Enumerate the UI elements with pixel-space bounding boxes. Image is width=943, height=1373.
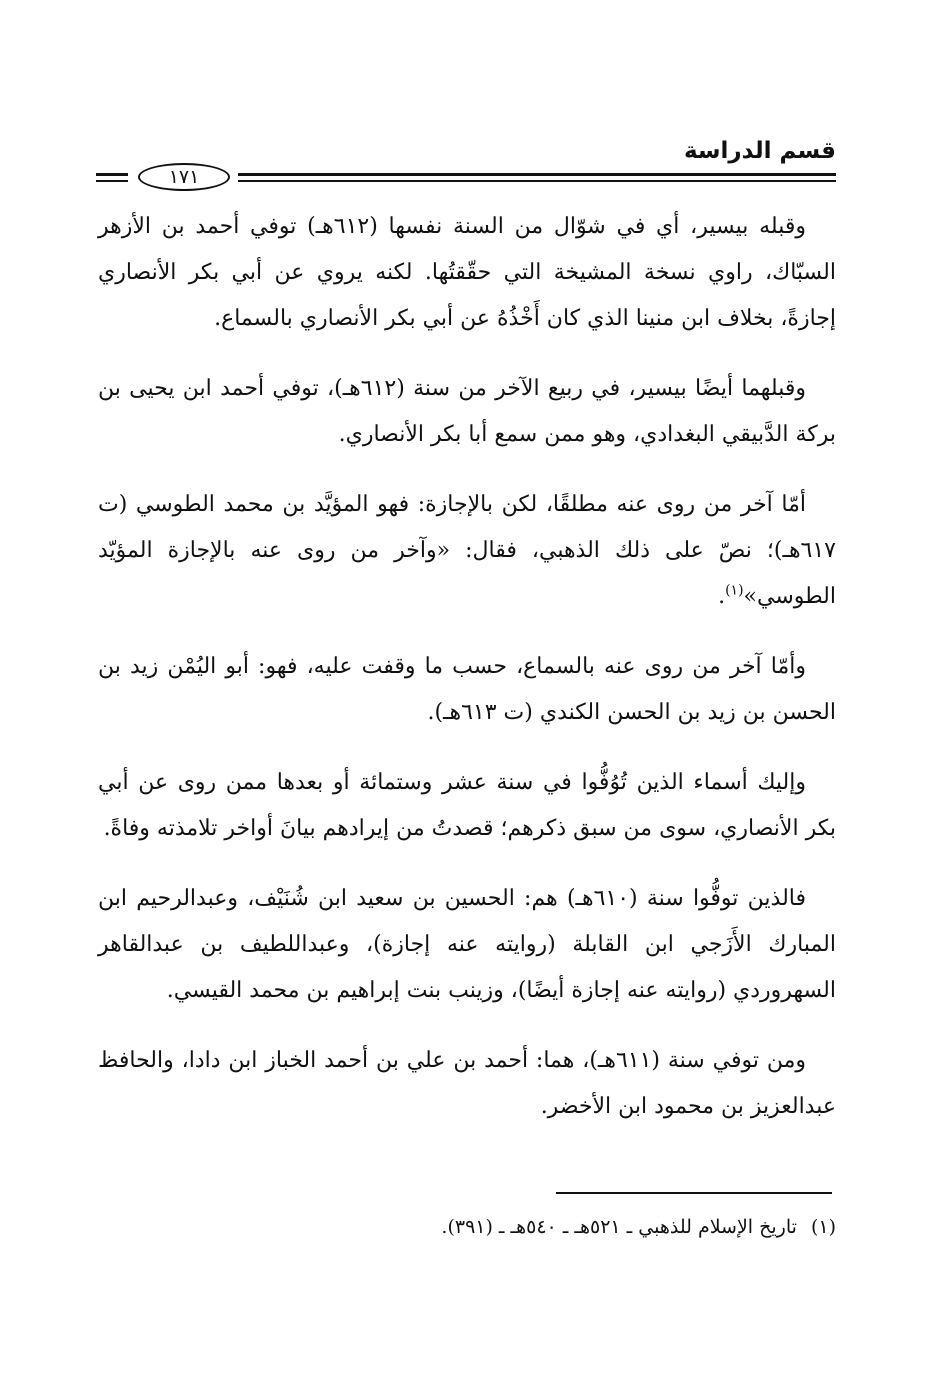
- header-rule-thin: [238, 180, 836, 182]
- paragraph: وقبله بيسير، أي في شوّال من السنة نفسها (٦١٢هـ) توفي أحمد بن الأزهر السبّاك، راوي نسخة المشيخة التي حقّقتُها. لكنه يروي عن أبي بكر الأنصاري إجازةً، بخلاف ابن منينا الذي كان أَخْذُهُ عن أبي بكر الأنصاري بالسماع.: [98, 214, 836, 331]
- footnote-text: تاريخ الإسلام للذهبي ـ ٥٢١هـ ـ ٥٤٠هـ ـ (٣٩١).: [441, 1216, 797, 1238]
- page-header: [96, 136, 836, 186]
- paragraph-end: .: [718, 584, 726, 609]
- paragraph-with-footnote: [98, 482, 836, 620]
- header-rule-thick: [238, 173, 836, 176]
- footnote-reference[interactable]: (١): [725, 582, 744, 599]
- paragraph: ومن توفي سنة (٦١١هـ)، هما: أحمد بن علي بن أحمد الخباز ابن دادا، والحافظ عبدالعزيز بن محمود ابن الأخضر.: [98, 1048, 836, 1119]
- paragraph-text: أمّا آخر من روى عنه مطلقًا، لكن بالإجازة: فهو المؤيَّد بن محمد الطوسي (ت ٦١٧هـ)؛ نصّ على ذلك الذهبي، فقال: «وآخر من روى عنه بالإجازة المؤيّد الطوسي»: [98, 492, 836, 609]
- header-rule-left-thick: [96, 173, 128, 176]
- section-title: قسم الدراسة: [683, 138, 836, 164]
- paragraph: فالذين توفُّوا سنة (٦١٠هـ) هم: الحسين بن سعيد ابن شُنَيْف، وعبدالرحيم ابن المبارك الأَزَجي ابن القابلة (روايته عنه إجازة)، وعبداللطيف بن عبدالقاهر السهروردي (روايته عنه إجازة أيضًا)، وزينب بنت إبراهيم بن محمد القيسي.: [98, 886, 836, 1003]
- paragraph: وإليك أسماء الذين تُوُفُّوا في سنة عشر وستمائة أو بعدها ممن روى عن أبي بكر الأنصاري، سوى من سبق ذكرهم؛ قصدتُ من إيرادهم بيانَ أواخر تلامذته وفاةً.: [98, 770, 836, 841]
- footnote-number: (١): [810, 1216, 836, 1238]
- paragraph: وأمّا آخر من روى عنه بالسماع، حسب ما وقفت عليه، فهو: أبو اليُمْن زيد بن الحسن بن زيد بن الحسن الكندي (ت ٦١٣هـ).: [98, 654, 836, 725]
- footnote-divider: [556, 1192, 832, 1194]
- paragraph: وقبلهما أيضًا بيسير، في ربيع الآخر من سنة (٦١٢هـ)، توفي أحمد ابن يحيى بن بركة الدَّبيقي البغدادي، وهو ممن سمع أبا بكر الأنصاري.: [98, 376, 836, 447]
- main-text: [98, 204, 836, 1154]
- header-rule-left-thin: [96, 180, 128, 182]
- footnote: [98, 1212, 836, 1242]
- page-number: ١٧١: [138, 163, 230, 191]
